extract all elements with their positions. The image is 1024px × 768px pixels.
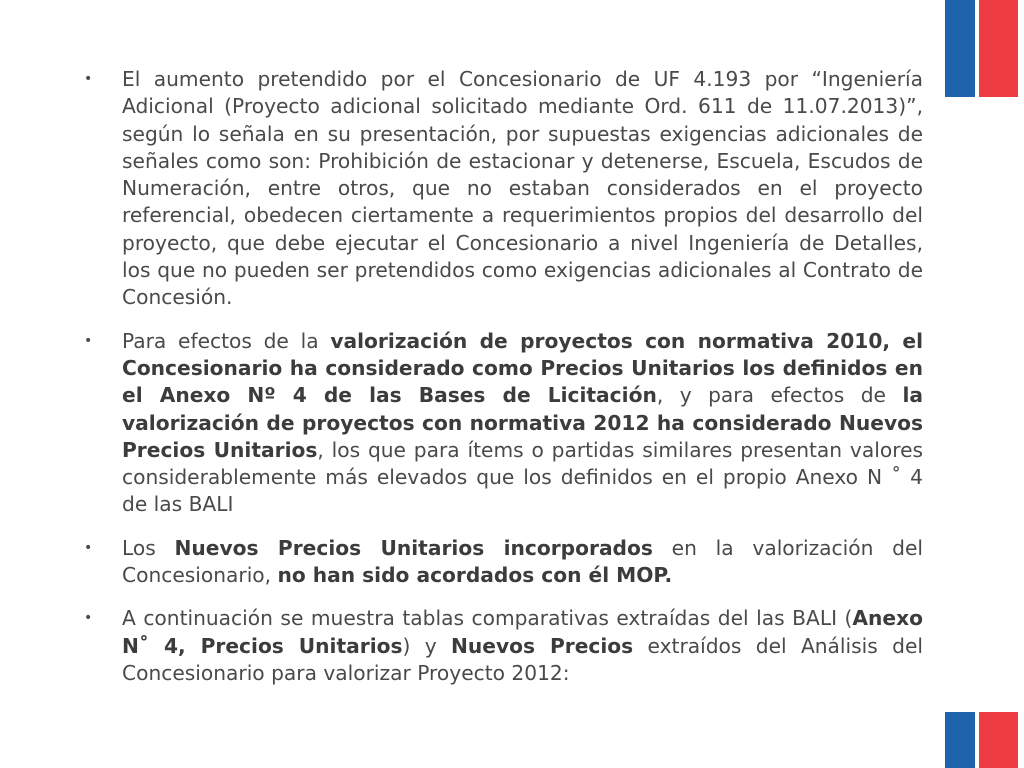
bullet-text: extraídos del Análisis del Concesionario para valorizar Proyecto 2012: [122, 633, 923, 685]
flag-decoration-top [945, 0, 1018, 97]
bullet-item [80, 328, 923, 519]
bullet-text: A continuación se muestra tablas comparativas extraídas del las BALI ( [122, 606, 853, 631]
bullet-text: , y para efectos de [656, 383, 903, 408]
bullet-text-bold: Nuevos Precios [451, 633, 634, 658]
flag-blue-stripe [945, 712, 975, 768]
bullet-text-bold: Anexo N˚ 4, Precios Unitarios [122, 606, 923, 658]
bullet-text: , los que para ítems o partidas similares presentan valores considerablemente más elevados que los definidos en el propio Anexo N ˚ 4 de las BALI [122, 437, 924, 517]
bullet-icon: • [84, 610, 93, 627]
flag-red-stripe [979, 0, 1018, 97]
bullet-text: en la valorización del Concesionario, [122, 535, 923, 588]
bullet-text: Los [122, 535, 175, 560]
bullet-item [80, 535, 923, 590]
bullet-icon: • [84, 539, 93, 556]
bullet-text: El aumento pretendido por el Concesionario de UF 4.193 por “Ingeniería Adicional (Proyecto adicional solicitado mediante Ord. 611 de 11.07.2013)”, según lo señala en su presentación, por supuestas exigencias adicionales de señales como son: Prohibición de estacionar y detenerse, Escuela, Escudos de Numeración, entre otros, que no estaban considerados en el proyecto referencial, obedecen ciertamente a requerimientos propios del desarrollo del proyecto, que debe ejecutar el Concesionario a nivel Ingeniería de Detalles, los que no pueden ser pretendidos como exigencias adicionales al Contrato de Concesión. [122, 67, 923, 310]
flag-decoration-bottom [945, 712, 1018, 768]
bullet-icon: • [84, 71, 93, 87]
bullet-item [80, 66, 923, 312]
flag-blue-stripe [945, 0, 975, 97]
slide-content [80, 66, 923, 703]
bullet-text-bold: la valorización de proyectos con normativa 2012 ha considerado Nuevos Precios Unitarios [122, 383, 923, 462]
bullet-text: ) y [402, 633, 452, 658]
bullet-icon: • [84, 332, 93, 349]
flag-red-stripe [979, 712, 1018, 768]
bullet-text: Para efectos de la [122, 328, 331, 353]
bullet-text-bold: no han sido acordados con él MOP. [277, 563, 673, 588]
bullet-item [80, 605, 923, 687]
bullet-text-bold: Nuevos Precios Unitarios incorporados [174, 535, 653, 560]
bullet-text-bold: valorización de proyectos con normativa 2010, el Concesionario ha considerado como Precios Unitarios los definidos en el Anexo Nº 4 de las Bases de Licitación [122, 328, 923, 408]
